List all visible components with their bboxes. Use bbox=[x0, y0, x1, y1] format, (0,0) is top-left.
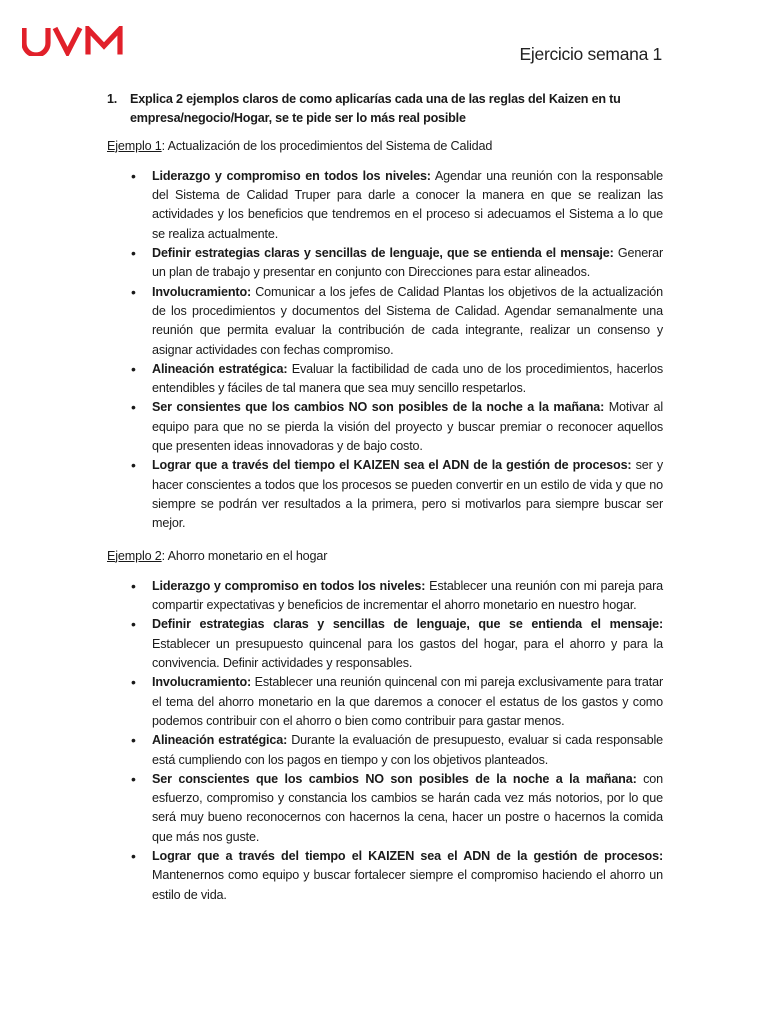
item-lead: Lograr que a través del tiempo el KAIZEN sea el ADN de la gestión de procesos: bbox=[152, 458, 632, 473]
bullet-icon: • bbox=[131, 577, 136, 594]
item-text: Mantenernos como equipo y buscar fortalecer siempre el compromiso haciendo el ahorro un estilo de vida. bbox=[152, 868, 663, 902]
bullet-icon: • bbox=[131, 674, 136, 691]
bullet-icon: • bbox=[131, 732, 136, 749]
item-text: Durante la evaluación de presupuesto, evaluar si cada responsable está cumpliendo con los pagos en tiempo y con los objetivos planteados. bbox=[152, 733, 663, 767]
example-label: Ejemplo 2 bbox=[107, 548, 162, 563]
item-lead: Liderazgo y compromiso en todos los niveles: bbox=[152, 578, 426, 593]
bullet-icon: • bbox=[131, 399, 136, 416]
example-heading bbox=[107, 137, 663, 156]
item-text: con esfuerzo, compromiso y constancia los cambios se harán cada vez más notorios, por lo que será muy bueno reconocernos con hacernos la cena, hacer un postre o hacernos la comida que más nos guste. bbox=[152, 771, 663, 844]
example-title: : Actualización de los procedimientos del Sistema de Calidad bbox=[161, 138, 493, 153]
list-item bbox=[107, 167, 663, 244]
list-item bbox=[107, 398, 663, 456]
examples-container bbox=[107, 137, 663, 905]
bullet-icon: • bbox=[131, 360, 136, 377]
item-lead: Definir estrategias claras y sencillas de lenguaje, que se entienda el mensaje: bbox=[152, 246, 614, 261]
item-lead: Liderazgo y compromiso en todos los niveles: bbox=[152, 168, 431, 183]
document-title: Ejercicio semana 1 bbox=[519, 44, 662, 64]
bullet-icon: • bbox=[131, 847, 136, 864]
list-item bbox=[107, 673, 663, 731]
example-bullet-list bbox=[107, 577, 663, 905]
bullet-icon: • bbox=[131, 283, 136, 300]
list-item bbox=[107, 456, 663, 533]
item-lead: Ser conscientes que los cambios NO son posibles de la noche a la mañana: bbox=[152, 771, 637, 786]
item-text: Establecer un presupuesto quincenal para los gastos del hogar, para el ahorro y para la convivencia. Definir actividades y responsables. bbox=[152, 636, 663, 671]
item-lead: Involucramiento: bbox=[152, 284, 252, 299]
item-text: Comunicar a los jefes de Calidad Plantas los objetivos de la actualización de los procedimientos y documentos del Sistema de Calidad. Agendar semanalmente una reunión que permita evaluar la contribución de cada integrante, realizar un consenso y asignar actividades con fechas compromiso. bbox=[152, 284, 663, 357]
item-text: Motivar al equipo para que no se pierda la visión del proyecto y buscar premiar o reconocer aquellos que presenten ideas innovadoras y de bajo costo. bbox=[152, 400, 663, 454]
item-text: Establecer una reunión quincenal con mi pareja exclusivamente para tratar el tema del ahorro monetario en la que daremos a conocer el estatus de los gastos y como podemos contribuir con el ahorro o bien como contribuir para gastar menos. bbox=[152, 675, 663, 728]
list-item bbox=[107, 731, 663, 770]
list-item bbox=[107, 847, 663, 905]
item-text: Establecer una reunión con mi pareja para compartir expectativas y beneficios de incrementar el ahorro monetario en nuestro hogar. bbox=[152, 578, 663, 613]
logo-letter-u bbox=[24, 28, 48, 55]
list-item bbox=[107, 283, 663, 360]
document-body bbox=[107, 90, 663, 918]
list-item bbox=[107, 770, 663, 847]
item-text: Evaluar la factibilidad de cada uno de los procedimientos, hacerlos entendibles y fáciles de tal manera que sea muy sencillo respetarlos. bbox=[152, 361, 663, 396]
question-text: Explica 2 ejemplos claros de como aplicarías cada una de las reglas del Kaizen en tu empresa/negocio/Hogar, se te pide ser lo más real posible bbox=[130, 92, 621, 126]
item-lead: Alineación estratégica: bbox=[152, 361, 288, 376]
item-text: ser y hacer conscientes a todos que los procesos se pueden convertir en un estilo de vida y que no siempre se podrán ver resultados a la primera, pero si motivarlos para siempre buscar ser mejor. bbox=[152, 458, 663, 531]
uvm-logo bbox=[22, 26, 126, 56]
logo-letter-m bbox=[88, 29, 120, 55]
bullet-icon: • bbox=[131, 167, 136, 184]
item-lead: Definir estrategias claras y sencillas de lenguaje, que se entienda el mensaje: bbox=[152, 617, 663, 632]
example-heading bbox=[107, 547, 663, 566]
example-label: Ejemplo 1 bbox=[107, 138, 162, 153]
item-lead: Involucramiento: bbox=[152, 675, 252, 690]
bullet-icon: • bbox=[131, 770, 136, 787]
list-item bbox=[107, 360, 663, 399]
logo-letter-v bbox=[55, 28, 80, 53]
bullet-icon: • bbox=[131, 245, 136, 262]
bullet-icon: • bbox=[131, 616, 136, 633]
list-item bbox=[107, 615, 663, 673]
question-1 bbox=[107, 90, 663, 129]
bullet-icon: • bbox=[131, 457, 136, 474]
item-lead: Alineación estratégica: bbox=[152, 733, 288, 748]
list-item bbox=[107, 244, 663, 283]
item-text: Generar un plan de trabajo y presentar en conjunto con Direcciones para estar alineados. bbox=[152, 246, 663, 280]
example-title: : Ahorro monetario en el hogar bbox=[161, 548, 328, 563]
item-lead: Ser consientes que los cambios NO son posibles de la noche a la mañana: bbox=[152, 400, 605, 415]
example-bullet-list bbox=[107, 167, 663, 534]
item-lead: Lograr que a través del tiempo el KAIZEN sea el ADN de la gestión de procesos: bbox=[152, 848, 663, 863]
question-number: 1. bbox=[107, 92, 118, 106]
list-item bbox=[107, 577, 663, 616]
item-text: Agendar una reunión con la responsable del Sistema de Calidad Truper para darle a conocer la manera en que se realizan las actividades y los beneficios que tendremos en el proceso si adecuamos el Sistema a lo que se realiza actualmente. bbox=[152, 168, 663, 241]
